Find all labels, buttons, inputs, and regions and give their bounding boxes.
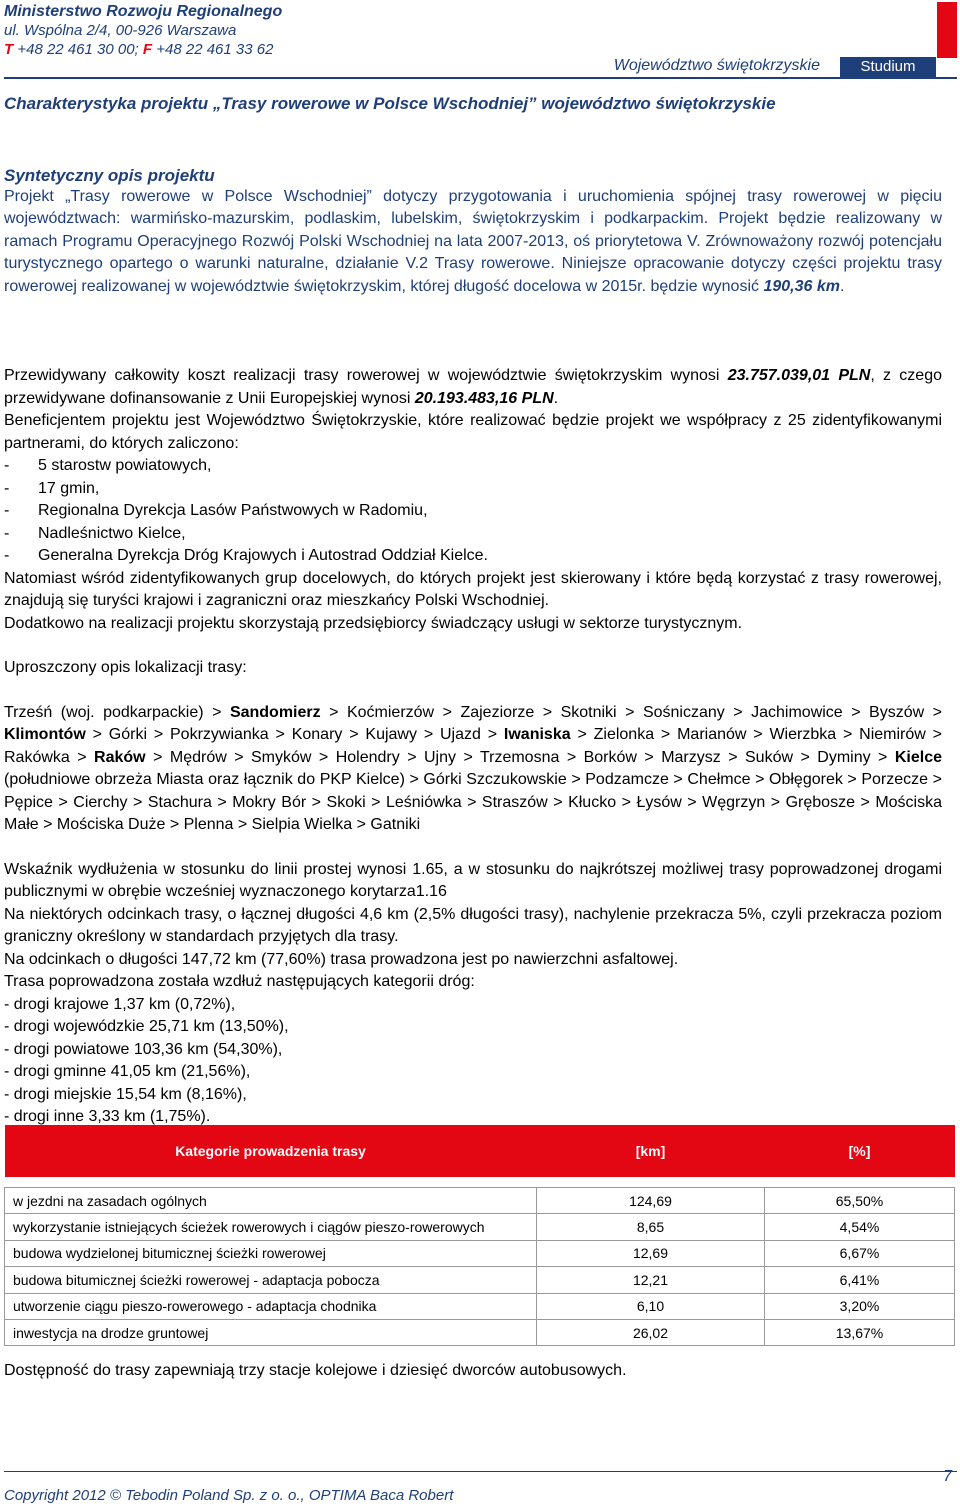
route-town-highlight: Sandomierz <box>229 703 321 721</box>
list-item <box>4 478 942 501</box>
road-item: - drogi powiatowe 103,36 km (54,30%), <box>4 1040 283 1058</box>
footer-copyright: Copyright 2012 © Tebodin Poland Sp. z o. o., OPTIMA Baca Robert <box>4 1487 454 1504</box>
route-town-highlight: Iwaniska <box>503 726 571 743</box>
synopsis-paragraph <box>4 186 942 298</box>
table-cell: budowa bitumicznej ścieżki rowerowej - adaptacja pobocza <box>5 1267 537 1293</box>
route-segment: > Zielonka > Marianów > Wierzbka > Niemirów > Rakówka > <box>4 726 942 766</box>
page-title: Charakterystyka projektu „Trasy rowerowe w Polsce Wschodniej” województwo świętokrzyskie <box>4 94 776 113</box>
road-item: - drogi inne 3,33 km (1,75%). <box>4 1108 211 1125</box>
route-segment: > Mędrów > Smyków > Holendry > Ujny > Trzemosna > Borków > Marzysz > Suków > Dyminy > <box>145 748 895 766</box>
table-cell: w jezdni na zasadach ogólnych <box>5 1188 537 1214</box>
partner-text: 5 starostw powiatowych, <box>38 457 212 474</box>
table-row <box>5 1240 955 1266</box>
table-cell: 13,67% <box>765 1319 955 1345</box>
table-cell: 4,54% <box>765 1214 955 1240</box>
bullet-dash: - <box>4 457 10 474</box>
page-number: 7 <box>943 1468 952 1485</box>
table-row <box>5 1188 955 1214</box>
partner-text: Nadleśnictwo Kielce, <box>38 524 186 542</box>
road-item: - drogi krajowe 1,37 km (0,72%), <box>4 995 236 1013</box>
table-cell: 124,69 <box>537 1188 765 1214</box>
route-segment: > Górki > Pokrzywianka > Konary > Kujawy > Ujazd > <box>85 726 504 743</box>
table-cell: 12,69 <box>537 1240 765 1266</box>
document-body <box>4 365 942 1129</box>
table-cell: inwestycja na drodze gruntowej <box>5 1319 537 1345</box>
cost-paragraph <box>4 365 942 410</box>
table-row <box>5 1319 955 1345</box>
column-header: [%] <box>765 1125 955 1177</box>
table-cell: 6,41% <box>765 1267 955 1293</box>
partner-text: Regionalna Dyrekcja Lasów Państwowych w Radomiu, <box>38 502 428 519</box>
table-row <box>5 1267 955 1293</box>
road-item: - drogi miejskie 15,54 km (8,16%), <box>4 1085 247 1103</box>
partners-list <box>4 455 942 568</box>
org-contact <box>4 40 282 59</box>
header-region: Województwo świętokrzyskie <box>613 57 820 74</box>
table-cell: budowa wydzielonej bitumicznej ścieżki rowerowej <box>5 1240 537 1266</box>
bullet-dash: - <box>4 547 10 564</box>
route-town-highlight: Klimontów <box>4 726 86 743</box>
table-row <box>5 1214 955 1240</box>
list-item <box>4 545 942 568</box>
bullet-dash: - <box>4 502 10 519</box>
target-groups-paragraph: Natomiast wśród zidentyfikowanych grup docelowych, do których projekt jest skierowany i które będą korzystać z trasy rowerowej, znajdują się turyści krajowi i zagraniczni oraz mieszkańcy Polski Wschodniej. <box>4 569 942 609</box>
table-cell: 6,10 <box>537 1293 765 1319</box>
bullet-dash: - <box>4 479 10 497</box>
header-divider <box>4 77 957 79</box>
table-cell: 65,50% <box>765 1188 955 1214</box>
table-cell: wykorzystanie istniejących ścieżek rowerowych i ciągów pieszo-rowerowych <box>5 1214 537 1240</box>
route-segment: > Koćmierzów > Zajeziorze > Skotniki > Sośniczany > Jachimowice > Byszów > <box>320 703 943 721</box>
partner-text: 17 gmin, <box>38 479 100 497</box>
route-segment: (południowe obrzeża Miasta oraz łącznik do PKP Kielce) > Górki Szczukowskie > Podzamcze > Chełmce > Obłęgorek > Porzecze > Pępice > Cierchy > Stachura > Mokry Bór > Skoki > Leśniówka > Straszów > Kłucko > Łysów > Węgrzyn > Grębosze > Mościska Małe > Mościska Duże > Plenna > Sielpia Wielka > Gatniki <box>4 771 942 833</box>
route-segment: Trześń (woj. podkarpackie) > <box>4 703 230 721</box>
list-item <box>4 455 942 478</box>
cost-end: . <box>553 389 559 407</box>
entrepreneurs-paragraph: Dodatkowo na realizacji projektu skorzystają przedsiębiorcy świadczący usługi w sektorze turystycznym. <box>4 614 743 632</box>
cost-text: Przewidywany całkowity koszt realizacji trasy rowerowej w województwie świętokrzyskim wynosi <box>4 367 728 384</box>
roads-intro: Trasa poprowadzona została wzdłuż następujących kategorii dróg: <box>4 973 475 990</box>
table-cell: 3,20% <box>765 1293 955 1319</box>
table-cell: 8,65 <box>537 1214 765 1240</box>
route-length: 190,36 km <box>763 277 840 295</box>
header-accent-bar <box>937 2 957 58</box>
route-town-highlight: Raków <box>94 748 146 766</box>
road-item: - drogi gminne 41,05 km (21,56%), <box>4 1063 251 1080</box>
org-address: ul. Wspólna 2/4, 00-926 Warszawa <box>4 22 237 39</box>
synopsis-end: . <box>839 277 845 295</box>
route-description <box>4 702 942 837</box>
cost-total: 23.757.039,01 PLN <box>727 367 871 384</box>
table-cell: 12,21 <box>537 1267 765 1293</box>
table-header-row <box>5 1125 955 1177</box>
list-item <box>4 523 942 546</box>
synopsis-text: Projekt „Trasy rowerowe w Polsce Wschodniej” dotyczy przygotowania i uruchomienia spójnej trasy rowerowej w pięciu województwach: warmińsko-mazurskim, podlaskim, lubelskim, świętokrzyskim i podkarpackim. Projekt będzie realizowany w ramach Programu Operacyjnego Rozwój Polski Wschodniej na lata 2007-2013, oś priorytetowa V. Zrównoważony rozwój potencjału turystycznego opartego o warunki naturalne, działanie V.2 Trasy rowerowe. Niniejsze opracowanie dotyczy części projektu trasy rowerowej realizowanej w województwie świętokrzyskim, której długość docelowa w 2015r. będzie wynosić <box>4 188 942 295</box>
phone-number: +48 22 461 30 00; <box>17 41 139 58</box>
route-town-highlight: Kielce <box>894 748 942 766</box>
table-cell: utworzenie ciągu pieszo-rowerowego - adaptacja chodnika <box>5 1293 537 1319</box>
footer-divider <box>4 1471 957 1472</box>
beneficiary-paragraph: Beneficjentem projektu jest Województwo Świętokrzyskie, które realizować będzie projekt we współpracy z 25 zidentyfikowanymi partnerami, do których zaliczono: <box>4 412 942 452</box>
bullet-dash: - <box>4 524 10 542</box>
cost-eu: 20.193.483,16 PLN <box>414 389 554 407</box>
closing-paragraph: Dostępność do trasy zapewniają trzy stacje kolejowe i dziesięć dworców autobusowych. <box>4 1362 627 1379</box>
phone-label: T <box>4 41 14 58</box>
slopes-paragraph: Na niektórych odcinkach trasy, o łącznej długości 4,6 km (2,5% długości trasy), nachylenie przekracza 5%, czyli przekracza poziom graniczny określony w standardach przyjętych dla trasy. <box>4 905 942 945</box>
asphalt-paragraph: Na odcinkach o długości 147,72 km (77,60%) trasa prowadzona jest po nawierzchni asfaltowej. <box>4 950 679 968</box>
table-row <box>5 1293 955 1319</box>
header-organization <box>4 2 282 59</box>
indicator-paragraph: Wskaźnik wydłużenia w stosunku do linii prostej wynosi 1.65, a w stosunku do najkrótszej możliwej trasy poprowadzonej drogami publicznymi w obrębie wcześniej wyznaczonego korytarza1.16 <box>4 860 942 900</box>
route-categories-table <box>4 1125 955 1346</box>
partner-text: Generalna Dyrekcja Dróg Krajowych i Autostrad Oddział Kielce. <box>38 547 488 564</box>
header-section-badge: Studium <box>840 57 936 77</box>
fax-number: +48 22 461 33 62 <box>156 41 274 58</box>
synopsis-heading: Syntetyczny opis projektu <box>4 166 215 185</box>
road-item: - drogi wojewódzkie 25,71 km (13,50%), <box>4 1018 289 1035</box>
fax-label: F <box>142 41 153 58</box>
column-header: Kategorie prowadzenia trasy <box>5 1125 537 1177</box>
route-heading: Uproszczony opis lokalizacji trasy: <box>4 659 247 676</box>
table-cell: 26,02 <box>537 1319 765 1345</box>
list-item <box>4 500 942 523</box>
column-header: [km] <box>537 1125 765 1177</box>
org-name: Ministerstwo Rozwoju Regionalnego <box>4 3 283 20</box>
table-cell: 6,67% <box>765 1240 955 1266</box>
cost-mid: , z czego przewidywane dofinansowanie z Unii Europejskiej wynosi <box>4 367 943 407</box>
